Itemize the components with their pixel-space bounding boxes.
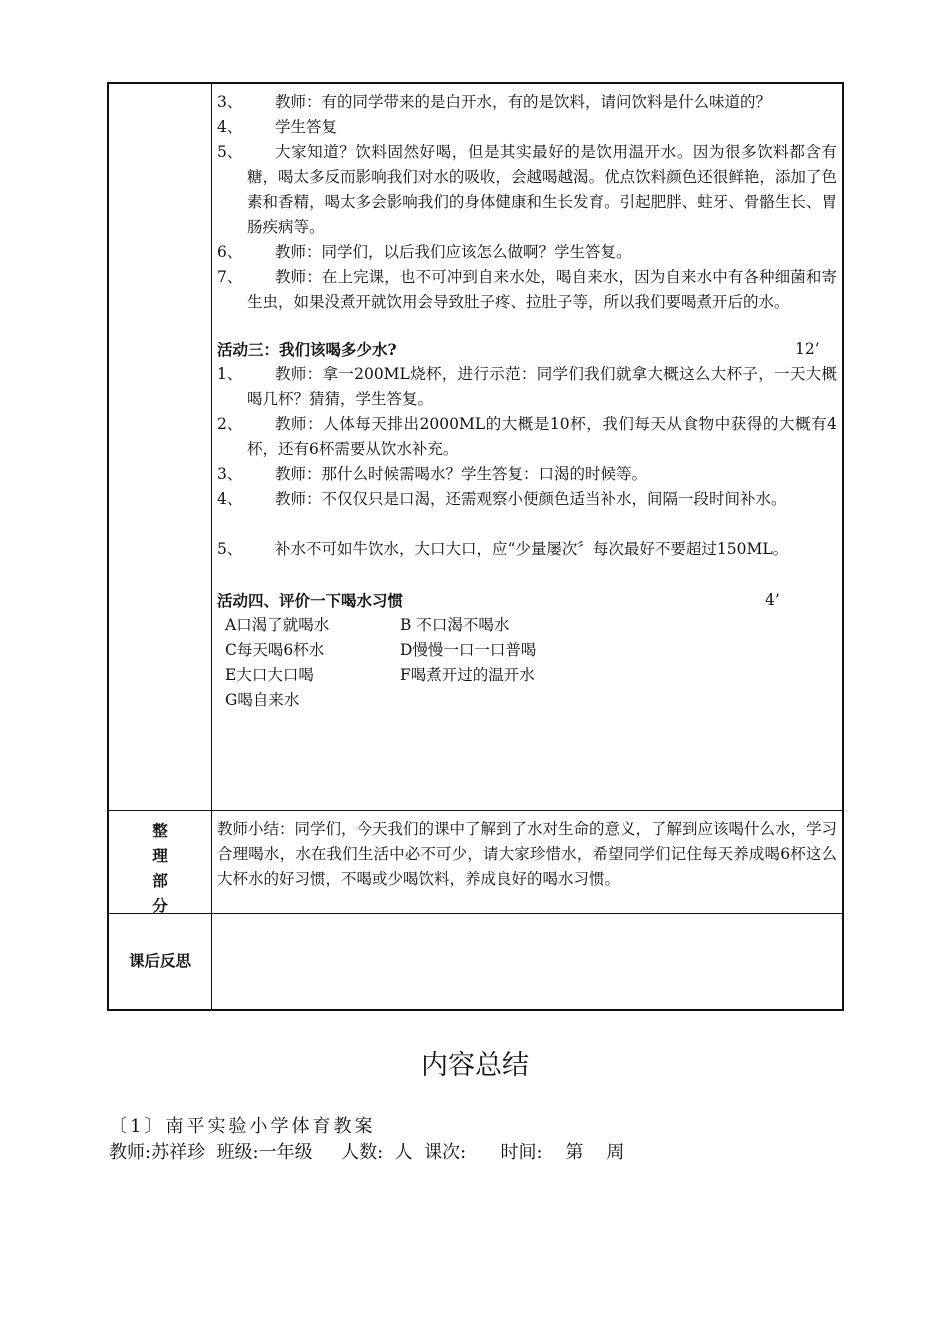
option-row: G喝自来水 — [225, 691, 300, 709]
teacher-summary: 教师小结：同学们，今天我们的课中了解到了水对生命的意义，了解到应该喝什么水，学习合理喝水，水在我们生活中必不可少，请大家珍惜水，希望同学们记住每天养成喝6杯这么大杯水的好习惯，不喝或少喝饮料，养成良好的喝水习惯。 — [217, 820, 838, 888]
activity-four-heading: 活动四、评价一下喝水习惯 4’ — [217, 588, 837, 613]
lesson-plan-table — [107, 82, 844, 1011]
activity-step: 4、 教师：不仅仅只是口渴，还需观察小便颜色适当补水，间隔一段时间补水。 — [217, 490, 787, 508]
lesson-step: 5、 大家知道？饮料固然好喝，但是其实最好的是饮用温开水。因为很多饮料都含有糖，喝太多反而影响我们对水的吸收，会越喝越渴。优点饮料颜色还很鲜艳，添加了色素和香精，喝太多会影响我们的身体健康和生长发育。引起肥胖、蛀牙、骨骼生长、胃肠疾病等。 — [217, 143, 837, 236]
activity-step: 1、 教师：拿一200ML烧杯，进行示范：同学们我们就拿大概这么大杯子，一天大概喝几杯？猜猜，学生答复。 — [217, 365, 837, 408]
activity-step: 2、 教师：人体每天排出2000ML的大概是10杯，我们每天从食物中获得的大概有4杯，还有6杯需要从饮水补充。 — [217, 415, 837, 458]
column-divider — [211, 84, 212, 1009]
option-row: E大口大口喝 F喝煮开过的温开水 — [225, 666, 535, 684]
activity-three-time: 12’ — [795, 340, 820, 358]
sorting-section-label: 整 理 部 分 — [152, 821, 168, 915]
teacher-info: 教师:苏祥珍 班级:一年级 人数: 人 课次: 时间: 第 周 — [109, 1142, 625, 1163]
activity-three-heading: 活动三：我们该喝多少水? 12’ — [217, 337, 837, 362]
activity-step: 5、 补水不可如牛饮水，大口大口，应“少量屡次〞每次最好不要超过150ML。 — [217, 540, 789, 558]
option-row: C每天喝6杯水 D慢慢一口一口普喝 — [225, 641, 537, 659]
reflection-label: 课后反思 — [128, 951, 191, 970]
row-divider-reflection — [109, 913, 842, 914]
option-row: A口渴了就喝水 B 不口渴不喝水 — [225, 616, 510, 634]
activity-four-time: 4’ — [765, 591, 780, 609]
row-divider-summary — [109, 810, 842, 811]
lesson-step: 6、 教师：同学们，以后我们应该怎么做啊？学生答复。 — [217, 243, 632, 261]
lesson-content-cell — [217, 90, 837, 713]
habit-options — [217, 613, 837, 713]
lesson-step: 4、 学生答复 — [217, 118, 338, 136]
lesson-step: 3、 教师：有的同学带来的是白开水，有的是饮料，请问饮料是什么味道的？ — [217, 93, 772, 111]
school-title: 〔1〕南平实验小学体育教案 — [109, 1116, 376, 1137]
page-heading: 内容总结 — [421, 1050, 529, 1081]
activity-step: 3、 教师：那什么时候需喝水？学生答复：口渴的时候等。 — [217, 465, 648, 483]
lesson-step: 7、 教师：在上完课，也不可冲到自来水处，喝自来水，因为自来水中有各种细菌和寄生虫，如果没煮开就饮用会导致肚子疼、拉肚子等，所以我们要喝煮开后的水。 — [217, 268, 837, 311]
